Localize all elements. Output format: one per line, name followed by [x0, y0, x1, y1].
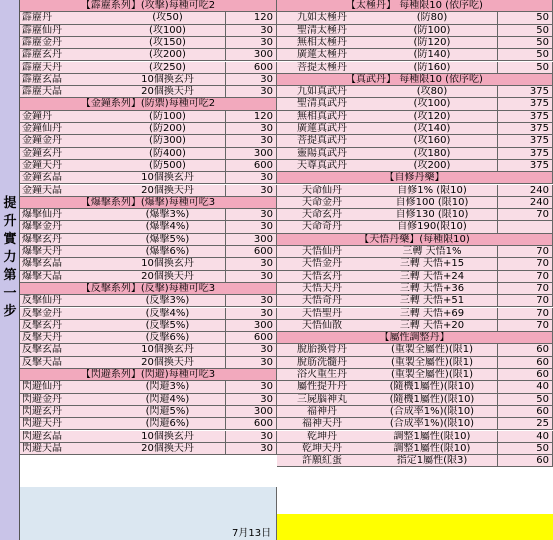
item-effect: (閃避5%)	[145, 405, 190, 417]
table-row	[20, 148, 277, 160]
item-name: 金鐘天丹	[22, 159, 62, 171]
item-effect: (爆擊3%)	[145, 209, 190, 221]
item-price: 600	[225, 160, 277, 172]
table-row	[20, 135, 277, 147]
item-price: 120	[225, 12, 277, 24]
item-name: 靈陽真武丹	[297, 147, 347, 159]
item-effect: 10個換玄丹	[141, 172, 194, 184]
item-name: 金鐘丹	[22, 110, 52, 122]
item-price: 375	[497, 148, 553, 160]
item-name: 金鐘仙丹	[22, 123, 62, 134]
item-name: 天悟仙散	[302, 319, 342, 331]
item-effect: (攻180)	[413, 147, 451, 159]
table-row	[277, 185, 553, 197]
section-header: 【真武丹】 每種限10 (依序吃)	[277, 74, 553, 86]
item-price: 30	[225, 135, 277, 147]
item-price: 30	[225, 381, 277, 393]
item-effect: (閃避4%)	[145, 393, 190, 405]
item-effect: 10個換玄丹	[141, 344, 194, 356]
item-name: 霹靂金丹	[22, 36, 62, 48]
item-name: 脫筋洗髓丹	[297, 356, 347, 368]
item-effect: 調整1屬性(限10)	[393, 442, 471, 454]
item-name: 天悟金丹	[302, 258, 342, 270]
item-price: 30	[225, 172, 277, 184]
table-row	[277, 418, 553, 430]
table-row	[20, 271, 277, 283]
item-price: 60	[497, 369, 553, 381]
item-effect: 三轉 天悟+24	[399, 270, 465, 282]
table-row	[277, 49, 553, 61]
item-price: 300	[225, 320, 277, 332]
item-effect: (防80)	[416, 12, 448, 24]
item-price: 50	[497, 49, 553, 61]
item-effect: 指定1屬性(限3)	[396, 455, 468, 467]
item-name: 閃避天丹	[22, 418, 62, 430]
item-price: 40	[497, 431, 553, 443]
table-row	[20, 258, 277, 270]
item-price: 375	[497, 160, 553, 172]
item-name: 天悟仙丹	[302, 246, 342, 257]
table-row	[20, 320, 277, 332]
item-name: 廣蓮太極丹	[297, 49, 347, 61]
footer-right-highlight	[277, 514, 553, 540]
table-row	[277, 62, 553, 74]
item-name: 霹靂玄晶	[22, 73, 62, 85]
item-name: 天命金丹	[302, 196, 342, 208]
item-effect: 20個換天丹	[141, 270, 194, 282]
table-row	[277, 37, 553, 49]
item-name: 閃避金丹	[22, 393, 62, 405]
item-name: 反擊天晶	[22, 356, 62, 368]
item-effect: 自修1% (限10)	[397, 184, 467, 196]
section-header: 【自修丹藥】	[277, 172, 553, 184]
item-price: 240	[497, 197, 553, 209]
table-row	[20, 308, 277, 320]
item-price	[497, 221, 553, 233]
table-row	[277, 381, 553, 393]
item-name: 浴火重生丹	[297, 369, 347, 380]
item-name: 霹靂仙丹	[22, 24, 62, 36]
item-effect: (閃避3%)	[145, 381, 190, 393]
item-effect: (重製全屬性)(限1)	[391, 369, 473, 380]
item-effect: 20個換天丹	[141, 86, 194, 98]
item-effect: (隨機1屬性)(限10)	[389, 381, 475, 393]
item-price: 375	[497, 123, 553, 135]
item-effect: 三轉 天悟1%	[402, 246, 462, 257]
table-row	[277, 369, 553, 381]
item-name: 菩提真武丹	[297, 135, 347, 147]
item-price: 30	[225, 295, 277, 307]
item-effect: (爆擊5%)	[145, 233, 190, 245]
item-name: 乾坤天丹	[302, 442, 342, 454]
table-row	[277, 111, 553, 123]
item-name: 閃避天晶	[22, 442, 62, 454]
table-row	[20, 172, 277, 184]
item-price: 30	[225, 37, 277, 49]
item-effect: (合成率1%)(限10)	[389, 418, 475, 430]
item-price: 30	[225, 344, 277, 356]
table-row	[20, 406, 277, 418]
table-row	[277, 406, 553, 418]
item-price: 300	[225, 49, 277, 61]
item-name: 許願紅蛋	[302, 455, 342, 467]
table-row	[20, 123, 277, 135]
table-row	[20, 160, 277, 172]
table-row	[20, 62, 277, 74]
item-name: 福神丹	[307, 405, 337, 417]
table-row	[20, 111, 277, 123]
item-name: 聖清太極丹	[297, 24, 347, 36]
item-effect: (防400)	[149, 147, 186, 159]
item-price: 300	[225, 406, 277, 418]
table-row	[277, 221, 553, 233]
side-title: 提升實力第一步	[3, 196, 17, 319]
item-price: 30	[225, 25, 277, 37]
item-effect: (爆擊6%)	[145, 246, 190, 257]
item-effect: (攻100)	[149, 24, 186, 36]
item-price: 375	[497, 135, 553, 147]
item-name: 廣蓮真武丹	[297, 123, 347, 134]
table-row	[277, 295, 553, 307]
item-name: 爆擊天晶	[22, 270, 62, 282]
item-effect: 10個換玄丹	[141, 258, 194, 270]
item-effect: (攻250)	[149, 61, 186, 73]
item-effect: 10個換玄丹	[141, 430, 194, 442]
item-price: 30	[225, 431, 277, 443]
item-price: 375	[497, 86, 553, 98]
item-price: 30	[225, 271, 277, 283]
item-effect: 20個換天丹	[141, 356, 194, 368]
item-name: 霹靂丹	[22, 12, 52, 24]
item-price: 50	[497, 394, 553, 406]
table-row	[20, 418, 277, 430]
section-header: 【金鐘系列】(防禦)每種可吃2	[20, 98, 277, 110]
item-price: 50	[497, 62, 553, 74]
item-name: 屬性提升丹	[297, 381, 347, 393]
item-name: 閃避仙丹	[22, 381, 62, 393]
item-effect: 20個換天丹	[141, 184, 194, 196]
item-name: 天尊真武丹	[297, 159, 347, 171]
table-row	[277, 86, 553, 98]
item-price: 600	[225, 62, 277, 74]
item-price: 70	[497, 283, 553, 295]
item-name: 反擊天丹	[22, 332, 62, 344]
item-price: 60	[497, 357, 553, 369]
table-row	[277, 197, 553, 209]
item-name: 天悟奇丹	[302, 295, 342, 307]
item-name: 天悟天丹	[302, 282, 342, 294]
item-price: 50	[497, 12, 553, 24]
table-row	[277, 12, 553, 24]
table-row	[277, 344, 553, 356]
item-effect: 10個換玄丹	[141, 73, 194, 85]
table-row	[277, 25, 553, 37]
item-price: 40	[497, 381, 553, 393]
item-name: 聖清真武丹	[297, 98, 347, 110]
item-effect: (攻200)	[413, 159, 451, 171]
table-row	[277, 283, 553, 295]
item-price: 30	[225, 443, 277, 455]
item-effect: 自修190(限10)	[397, 221, 467, 233]
item-name: 反擊仙丹	[22, 295, 62, 307]
item-price: 70	[497, 209, 553, 221]
item-effect: (隨機1屬性)(限10)	[389, 393, 475, 405]
item-name: 乾坤丹	[307, 430, 337, 442]
table-row	[20, 12, 277, 24]
item-price: 70	[497, 246, 553, 258]
item-name: 天悟聖丹	[302, 307, 342, 319]
item-effect: 三轉 天悟+69	[399, 307, 465, 319]
side-title-bar	[0, 0, 20, 540]
item-name: 反擊金丹	[22, 307, 62, 319]
table-row	[277, 123, 553, 135]
item-name: 反擊玄丹	[22, 319, 62, 331]
item-effect: (攻50)	[152, 12, 183, 24]
section-header: 【反擊系列】(反擊)每種可吃3	[20, 283, 277, 295]
item-price: 300	[225, 234, 277, 246]
item-effect: (合成率1%)(限10)	[389, 405, 475, 417]
item-effect: (防200)	[149, 123, 186, 134]
table-row	[277, 320, 553, 332]
table-row	[277, 160, 553, 172]
item-effect: (攻120)	[413, 110, 451, 122]
item-price: 300	[225, 148, 277, 160]
section-header: 【爆擊系列】(爆擊)每種可吃3	[20, 197, 277, 209]
item-effect: 三轉 天悟+15	[399, 258, 465, 270]
item-price: 600	[225, 246, 277, 258]
table-row	[20, 234, 277, 246]
item-name: 脫胎換骨丹	[297, 344, 347, 356]
item-name: 九如太極丹	[297, 12, 347, 24]
table-row	[20, 74, 277, 86]
item-name: 天命玄丹	[302, 209, 342, 221]
item-effect: (防160)	[413, 61, 451, 73]
item-effect: (防100)	[149, 110, 186, 122]
table-row	[20, 295, 277, 307]
item-effect: 調整1屬性(限10)	[393, 430, 471, 442]
item-name: 爆擊金丹	[22, 221, 62, 233]
item-price: 70	[497, 320, 553, 332]
item-effect: 自修100 (限10)	[395, 196, 469, 208]
item-name: 金鐘金丹	[22, 135, 62, 147]
table-row	[277, 258, 553, 270]
table-row	[20, 443, 277, 455]
item-effect: (防120)	[413, 36, 451, 48]
item-effect: (爆擊4%)	[145, 221, 190, 233]
item-name: 天悟玄丹	[302, 270, 342, 282]
item-price: 30	[225, 209, 277, 221]
item-price: 375	[497, 111, 553, 123]
item-price: 30	[225, 308, 277, 320]
item-effect: (閃避6%)	[145, 418, 190, 430]
item-price: 600	[225, 418, 277, 430]
item-name: 爆擊天丹	[22, 246, 62, 257]
item-price: 30	[225, 185, 277, 197]
table-row	[277, 443, 553, 455]
item-effect: (攻150)	[149, 36, 186, 48]
table-row	[277, 308, 553, 320]
item-effect: 三轉 天悟+51	[399, 295, 465, 307]
item-price: 30	[225, 221, 277, 233]
date-label: 7月13日	[232, 528, 272, 539]
item-price: 70	[497, 295, 553, 307]
table-row	[20, 86, 277, 98]
item-name: 無相真武丹	[297, 110, 347, 122]
table-row	[20, 357, 277, 369]
item-price: 60	[497, 406, 553, 418]
item-name: 閃避玄丹	[22, 405, 62, 417]
item-price: 70	[497, 308, 553, 320]
table-row	[20, 246, 277, 258]
item-price: 60	[497, 344, 553, 356]
table-row	[20, 332, 277, 344]
item-name: 反擊玄晶	[22, 344, 62, 356]
item-effect: (反擊4%)	[145, 307, 190, 319]
item-effect: (攻80)	[416, 86, 448, 98]
item-name: 天命仙丹	[302, 184, 342, 196]
item-price: 240	[497, 185, 553, 197]
table-row	[20, 221, 277, 233]
table-row	[277, 394, 553, 406]
item-effect: 三轉 天悟+36	[399, 282, 465, 294]
item-price: 60	[497, 455, 553, 467]
table-row	[277, 209, 553, 221]
item-name: 霹靂天晶	[22, 86, 62, 98]
table-row	[277, 455, 553, 467]
item-effect: (重製全屬性)(限1)	[391, 356, 473, 368]
item-effect: (防500)	[149, 159, 186, 171]
table-row	[277, 431, 553, 443]
section-header: 【閃避系列】(閃避)每種可吃3	[20, 369, 277, 381]
item-name: 金鐘玄晶	[22, 172, 62, 184]
item-effect: (重製全屬性)(限1)	[391, 344, 473, 356]
item-price: 30	[225, 357, 277, 369]
item-effect: (反擊5%)	[145, 319, 190, 331]
section-header: 【霹靂系列】(攻擊)每種可吃2	[20, 0, 277, 12]
item-effect: (攻200)	[149, 49, 186, 61]
item-price: 50	[497, 443, 553, 455]
item-price: 50	[497, 37, 553, 49]
item-price: 30	[225, 123, 277, 135]
table-row	[277, 148, 553, 160]
item-name: 金鐘玄丹	[22, 147, 62, 159]
table-row	[20, 431, 277, 443]
item-price: 30	[225, 258, 277, 270]
table-row	[20, 381, 277, 393]
item-price: 30	[225, 86, 277, 98]
item-effect: (防100)	[413, 24, 451, 36]
item-price: 25	[497, 418, 553, 430]
item-name: 爆擊玄晶	[22, 258, 62, 270]
item-effect: 三轉 天悟+20	[399, 319, 465, 331]
table-row	[20, 394, 277, 406]
item-price: 50	[497, 25, 553, 37]
item-price: 30	[225, 74, 277, 86]
item-name: 爆擊仙丹	[22, 209, 62, 221]
item-name: 天命奇丹	[302, 221, 342, 233]
table-row	[20, 49, 277, 61]
section-header: 【太極丹】 每種限10 (依序吃)	[277, 0, 553, 12]
item-effect: 20個換天丹	[141, 442, 194, 454]
table-row	[277, 357, 553, 369]
item-effect: (防300)	[149, 135, 186, 147]
item-effect: (攻100)	[413, 98, 451, 110]
item-effect: (攻160)	[413, 135, 451, 147]
section-header: 【屬性調整丹】	[277, 332, 553, 344]
item-effect: (防140)	[413, 49, 451, 61]
item-name: 霹靂玄丹	[22, 49, 62, 61]
item-name: 霹靂天丹	[22, 61, 62, 73]
item-effect: (攻140)	[413, 123, 451, 134]
table-row	[20, 25, 277, 37]
table-row	[20, 185, 277, 197]
item-name: 九如真武丹	[297, 86, 347, 98]
item-effect: 自修130 (限10)	[395, 209, 469, 221]
item-price: 375	[497, 98, 553, 110]
item-name: 爆擊玄丹	[22, 233, 62, 245]
table-row	[277, 98, 553, 110]
item-name: 菩提太極丹	[297, 61, 347, 73]
item-name: 閃避玄晶	[22, 430, 62, 442]
item-price: 120	[225, 111, 277, 123]
item-name: 三屍腦神丸	[297, 393, 347, 405]
item-effect: (反擊6%)	[145, 332, 190, 344]
item-price: 70	[497, 258, 553, 270]
item-name: 無相太極丹	[297, 36, 347, 48]
item-effect: (反擊3%)	[145, 295, 190, 307]
item-name: 福神天丹	[302, 418, 342, 430]
table-row	[277, 135, 553, 147]
table-row	[277, 271, 553, 283]
table-row	[20, 209, 277, 221]
table-row	[277, 246, 553, 258]
table-row	[20, 37, 277, 49]
item-name: 金鐘天晶	[22, 184, 62, 196]
table-row	[20, 344, 277, 356]
item-price: 70	[497, 271, 553, 283]
item-price: 600	[225, 332, 277, 344]
item-price: 30	[225, 394, 277, 406]
section-header: 【天悟丹藥】(每種限10)	[277, 234, 553, 246]
